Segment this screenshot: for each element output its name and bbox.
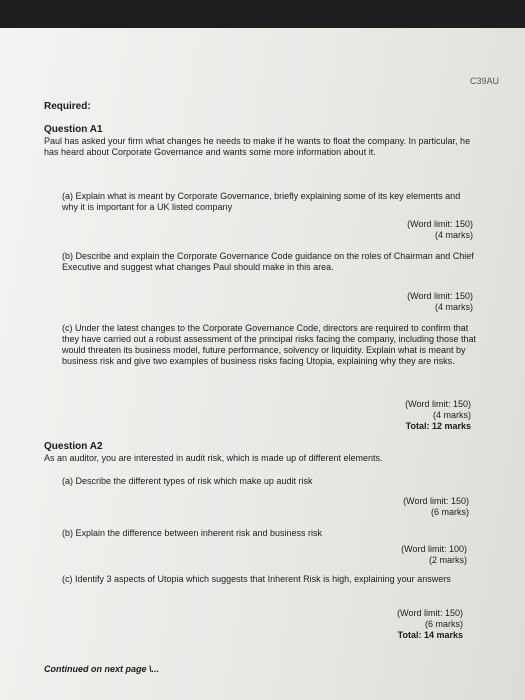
a1-total: Total: 12 marks — [405, 421, 471, 431]
a2-part-a-marks: (6 marks) — [431, 507, 469, 517]
a2-total: Total: 14 marks — [397, 630, 463, 640]
question-a1-heading: Question A1 — [44, 124, 103, 135]
question-a2-intro: As an auditor, you are interested in audit risk, which is made up of different elements. — [44, 453, 383, 463]
a1-part-a-marks: (4 marks) — [435, 230, 473, 240]
a1-part-c-word-limit: (Word limit: 150) — [405, 399, 471, 409]
a1-part-a-text: (a) Explain what is meant by Corporate Governance, briefly explaining some of its key elements and why it is important for a UK listed company — [62, 191, 461, 212]
doc-code: C39AU — [469, 76, 499, 86]
continued-note: Continued on next page \... — [44, 664, 160, 674]
a2-part-c-text: (c) Identify 3 aspects of Utopia which suggests that Inherent Risk is high, explaining your answers — [62, 574, 451, 584]
a2-part-c-marks: (6 marks) — [425, 619, 463, 629]
question-a2-heading: Question A2 — [44, 441, 103, 452]
a1-part-a-word-limit: (Word limit: 150) — [407, 219, 473, 229]
a1-part-b-word-limit: (Word limit: 150) — [407, 291, 473, 301]
a2-part-b-text: (b) Explain the difference between inherent risk and business risk — [62, 528, 322, 538]
a2-part-a-word-limit: (Word limit: 150) — [403, 496, 469, 506]
a1-part-c-text: (c) Under the latest changes to the Corporate Governance Code, directors are required to confirm that they have carried out a robust assessment of the principal risks facing the company, including those that would threaten its business model, future performance, solvency or liquidity. Explain what is meant by business risk and give two examples of business risks facing Utopia, explaining why they are risks. — [62, 323, 477, 366]
document-page — [0, 28, 525, 700]
a1-part-b-marks: (4 marks) — [435, 302, 473, 312]
a2-part-a-text: (a) Describe the different types of risk which make up audit risk — [62, 476, 313, 486]
a2-part-c-word-limit: (Word limit: 150) — [397, 608, 463, 618]
a2-part-b-marks: (2 marks) — [429, 555, 467, 565]
a1-part-b-text: (b) Describe and explain the Corporate Governance Code guidance on the roles of Chairman and Chief Executive and suggest what changes Paul should make in this area. — [62, 251, 474, 272]
question-a1-intro: Paul has asked your firm what changes he needs to make if he wants to float the company. In particular, he has heard about Corporate Governance and wants some more information about it. — [44, 136, 471, 157]
a1-part-c-marks: (4 marks) — [433, 410, 471, 420]
required-label: Required: — [44, 101, 91, 112]
a2-part-b-word-limit: (Word limit: 100) — [401, 544, 467, 554]
